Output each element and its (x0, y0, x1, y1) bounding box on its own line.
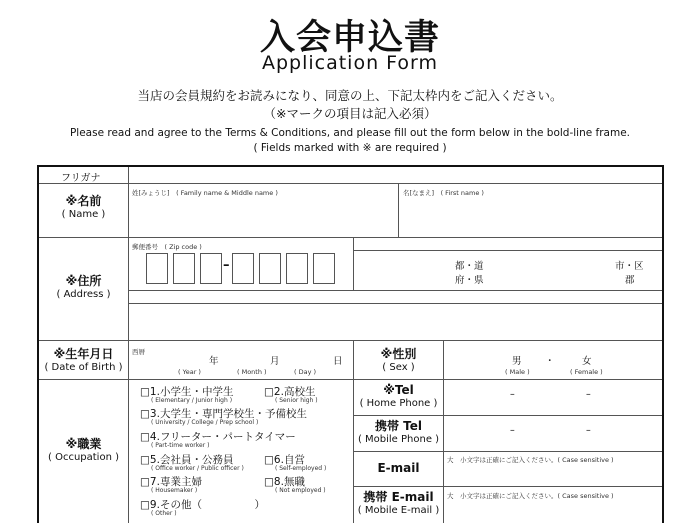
mobile-email-label-ja: 携帯 E-mail (363, 490, 434, 504)
month-label: 月 (270, 356, 280, 367)
tel-label (354, 383, 443, 411)
birth-label (39, 347, 128, 375)
address-line-input[interactable] (130, 305, 660, 338)
divider (39, 379, 662, 380)
prefecture-label-1: 都・道 (455, 261, 484, 272)
mobile-tel-label-ja: 携帯 Tel (374, 419, 423, 433)
mobile-phone-input[interactable] (445, 417, 660, 449)
occupation-option-2-en: ( Senior high ) (275, 397, 318, 404)
required-note-english: ( Fields marked with ※ are required ) (253, 142, 447, 154)
occupation-option-5-en: ( Office worker / Public officer ) (151, 465, 244, 472)
mobile-email-hint: 大 小文字は正確にご記入ください。( Case sensitive ) (447, 492, 614, 500)
sex-male-en: ( Male ) (505, 368, 530, 376)
occupation-option-7[interactable]: □7.専業主婦 (140, 476, 202, 488)
name-label (39, 194, 128, 222)
tel-label-en: ( Home Phone ) (359, 398, 438, 409)
divider (353, 486, 662, 487)
mobile-tel-label (354, 419, 443, 447)
occupation-option-3-en: ( University / College / Prep school ) (151, 419, 259, 426)
tel-dash-1: – (510, 389, 515, 400)
year-label-en: ( Year ) (178, 368, 201, 376)
occupation-option-6[interactable]: □6.自営 (264, 454, 305, 466)
divider (39, 340, 662, 341)
name-label-ja: ※名前 (65, 194, 102, 208)
occupation-option-1-en: ( Elementary / Junior high ) (151, 397, 233, 404)
mobile-email-label-en: ( Mobile E-mail ) (357, 505, 440, 516)
furigana-label: フリガナ (61, 173, 101, 184)
birth-label-en: ( Date of Birth ) (44, 362, 123, 373)
divider (128, 167, 129, 523)
zip-digit-box[interactable] (259, 253, 281, 284)
day-label: 日 (333, 356, 343, 367)
email-hint: 大 小文字は正確にご記入ください。( Case sensitive ) (447, 456, 614, 464)
occupation-option-7-en: ( Housemaker ) (151, 487, 198, 494)
occupation-option-9[interactable]: □9.その他（ ） (140, 499, 265, 511)
divider (353, 451, 662, 452)
occupation-option-4[interactable]: □4.フリーター・パートタイマー (140, 431, 296, 443)
mobile-tel-dash-1: – (510, 425, 515, 436)
zip-dash: – (223, 258, 230, 273)
family-name-input[interactable] (130, 198, 396, 235)
divider (39, 237, 662, 238)
zip-digit-box[interactable] (146, 253, 168, 284)
tel-dash-2: – (586, 389, 591, 400)
prefecture-label-2: 府・県 (455, 275, 484, 286)
sex-option-female[interactable]: 女 (582, 356, 592, 367)
occupation-label-ja: ※職業 (65, 437, 102, 451)
email-label (354, 461, 443, 476)
tel-label-ja: ※Tel (383, 383, 414, 397)
mobile-tel-label-en: ( Mobile Phone ) (357, 434, 440, 445)
city-label-2: 郡 (625, 275, 635, 286)
occupation-option-3[interactable]: □3.大学生・専門学校生・予備校生 (140, 408, 307, 420)
mobile-email-input[interactable] (445, 499, 660, 521)
mobile-tel-dash-2: – (586, 425, 591, 436)
intro-english: Please read and agree to the Terms & Conditions, and please fill out the form below in the bold-line frame. (69, 127, 631, 139)
zip-digit-box[interactable] (286, 253, 308, 284)
sex-female-en: ( Female ) (570, 368, 603, 376)
occupation-label-en: ( Occupation ) (48, 452, 119, 463)
address-label-en: ( Address ) (56, 289, 111, 300)
sex-label-ja: ※性別 (380, 347, 417, 361)
first-name-input[interactable] (400, 198, 660, 235)
intro-japanese: 当店の会員規約をお読みになり、同意の上、下記太枠内をご記入ください。 (137, 88, 563, 103)
occupation-option-8[interactable]: □8.無職 (264, 476, 305, 488)
month-label-en: ( Month ) (237, 368, 267, 376)
day-label-en: ( Day ) (294, 368, 317, 376)
email-label-ja: E-mail (377, 461, 420, 475)
zip-code-hint: 郵便番号 ( Zip code ) (132, 243, 202, 251)
home-phone-input[interactable] (445, 381, 660, 413)
sex-option-male[interactable]: 男 (512, 356, 522, 367)
zip-digit-box[interactable] (232, 253, 254, 284)
divider (39, 183, 662, 184)
occupation-option-8-en: ( Not employed ) (275, 487, 326, 494)
zip-digit-box[interactable] (173, 253, 195, 284)
mobile-email-label (354, 490, 443, 518)
name-label-en: ( Name ) (61, 209, 106, 220)
divider (353, 415, 662, 416)
zip-digit-box[interactable] (200, 253, 222, 284)
divider (353, 250, 662, 251)
birth-label-ja: ※生年月日 (53, 347, 114, 361)
divider (443, 340, 444, 523)
address-label (39, 274, 128, 302)
era-label: 西暦 (132, 348, 145, 356)
occupation-label (39, 437, 128, 465)
occupation-option-6-en: ( Self-employed ) (275, 465, 327, 472)
occupation-option-1[interactable]: □1.小学生・中学生 (140, 386, 234, 398)
city-label-1: 市・区 (615, 261, 644, 272)
divider (398, 183, 399, 237)
year-label: 年 (209, 356, 219, 367)
divider (128, 303, 662, 304)
first-name-hint: 名[なまえ] ( First name ) (403, 189, 484, 197)
furigana-input[interactable] (130, 168, 660, 182)
divider (353, 237, 354, 290)
address-label-ja: ※住所 (65, 274, 102, 288)
email-input[interactable] (445, 463, 660, 484)
occupation-option-4-en: ( Part-time worker ) (151, 442, 210, 449)
zip-digit-box[interactable] (313, 253, 335, 284)
family-name-hint: 姓[みょうじ] ( Family name & Middle name ) (132, 189, 278, 197)
form-title-english: Application Form (261, 52, 439, 74)
occupation-option-9-en: ( Other ) (151, 510, 177, 517)
required-note-japanese: （※マークの項目は記入必須） (263, 106, 437, 121)
sex-label (354, 347, 443, 375)
occupation-option-5[interactable]: □5.会社員・公務員 (140, 454, 234, 466)
sex-separator: ・ (545, 356, 555, 367)
form-title: 入会申込書 (259, 18, 440, 58)
sex-label-en: ( Sex ) (382, 362, 415, 373)
occupation-option-2[interactable]: □2.高校生 (264, 386, 316, 398)
divider (128, 290, 662, 291)
